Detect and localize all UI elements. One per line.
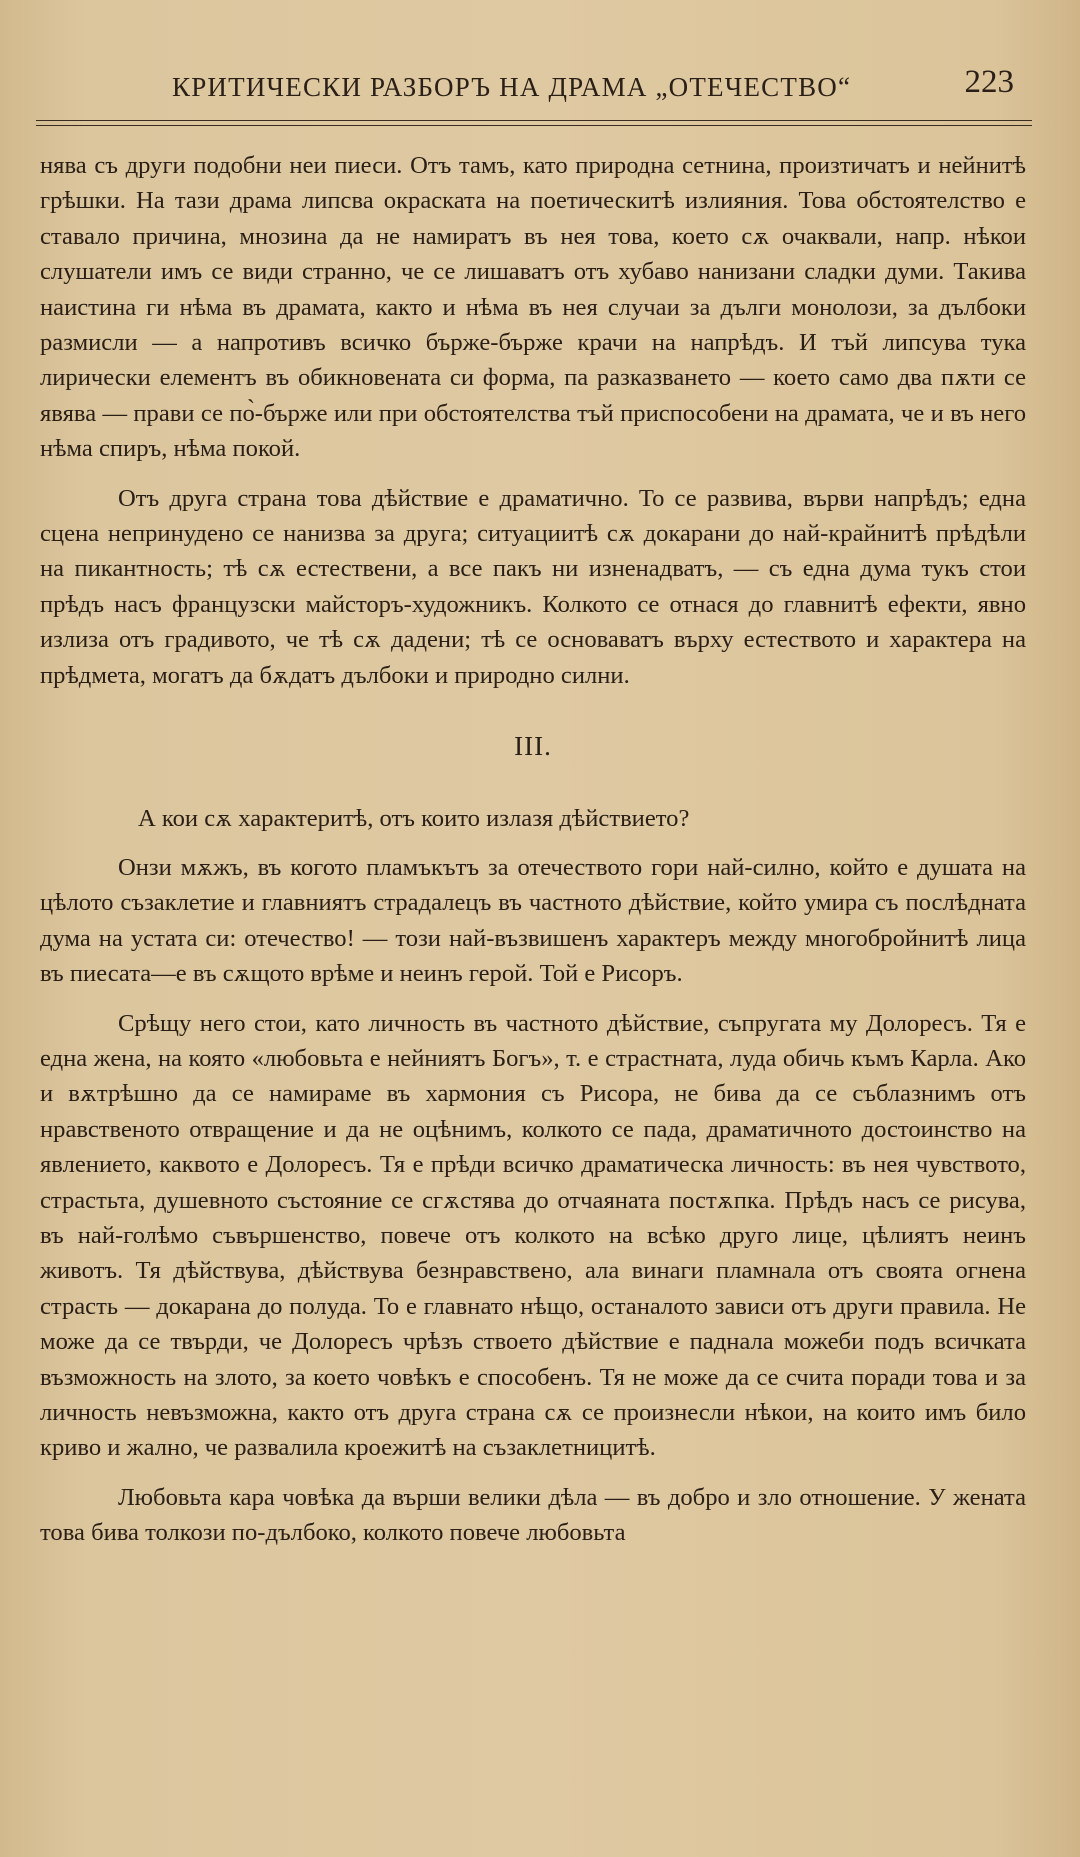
paragraph: Онзи мѫжъ, въ когото пламъкътъ за отечеството гори най-силно, който е душата на цѣлото съзаклетие и главниятъ страдалецъ въ частното дѣйствие, който умира съ послѣдната дума на устата си: отечество! — този най-възвишенъ характеръ между многобройнитѣ лица въ пиесата—е въ сѫщото врѣме и неинъ герой. Той е Рисоръ.: [40, 853, 1026, 988]
section-number: III.: [514, 731, 552, 762]
page-body: [40, 148, 1026, 1551]
paragraph: Отъ друга страна това дѣйствие е драматично. То се развива, върви напрѣдъ; една сцена непринудено се нанизва за друга; ситуациитѣ сѫ докарани до най-крайнитѣ прѣдѣли на пикантность; тѣ сѫ естествени, а все пакъ ни изненадватъ, — съ една дума тукъ стои прѣдъ насъ французски майсторъ-художникъ. Колкото се отнася до главнитѣ ефекти, явно излиза отъ градивото, че тѣ сѫ дадени; тѣ се основаватъ върху естеството и характера на прѣдмета, могатъ да бѫдатъ дълбоки и природно силни.: [40, 484, 1026, 689]
page-header: [36, 62, 1032, 114]
paragraph: Срѣщу него стои, като личность въ частното дѣйствие, съпругата му Долоресъ. Тя е една жена, на която «любовьта е нейниятъ Богъ», т. е страстната, луда обичь къмъ Карла. Ако и вѫтрѣшно да се намираме въ хармония съ Рисора, не бива да се съблазнимъ отъ нравственото отвращение и да не оцѣнимъ, колкото се пада, драматичното достоинство на явлението, каквото е Долоресъ. Тя е прѣди всичко драматическа личность: въ нея чувството, страстьта, душевното състояние се сгѫстява до отчаяната постѫпка. Прѣдъ насъ се рисува, въ най-голѣмо съвършенство, повече отъ колкото на всѣко друго лице, цѣлиятъ неинъ животъ. Тя дѣйствува, дѣйствува безнравствено, ала винаги пламнала отъ своята огнена страсть — докарана до полуда. То е главнато нѣщо, останалото зависи отъ други правила. Не може да се твърди, че Долоресъ чрѣзъ ствоето дѣйствие е паднала можеби подъ всичката възможность на злото, за което човѣкъ е способенъ. Тя не може да се счита поради това и за личность невъзможна, както отъ друга страна сѫ се произнесли нѣкои, на които имъ било криво и жално, че развалила кроежитѣ на съзаклетницитѣ.: [40, 1009, 1026, 1462]
paragraph-continued: нява съ други подобни неи пиеси. Отъ тамъ, като природна сетнина, произтичатъ и нейнитѣ грѣшки. На тази драма липсва окраската на поетическитѣ излияния. Това обстоятелство е ставало причина, мнозина да не намиратъ въ нея това, което сѫ очаквали, напр. нѣкои слушатели имъ се види странно, че се лишаватъ отъ хубаво нанизани сладки думи. Такива наистина ги нѣма въ драмата, както и нѣма въ нея случаи за дълги монолози, за дълбоки размисли — а напротивъ всичко бърже-бърже крачи на напрѣдъ. И тъй липсува тука лирически елементъ въ обикновената си форма, па разказването — което само два пѫти се явява — прави се по̀-бърже или при обстоятелства тъй приспособени на драмата, че и въ него нѣма спиръ, нѣма покой.: [40, 152, 1026, 463]
page-number: 223: [964, 64, 1014, 100]
paragraph: Любовьта кара човѣка да върши велики дѣла — въ добро и зло отношение. У жената това бива толкози по-дълбоко, колкото повече любовьта: [40, 1483, 1026, 1547]
section-question: А кои сѫ характеритѣ, отъ които излазя дѣйствието?: [138, 804, 690, 832]
running-title: КРИТИЧЕСКИ РАЗБОРЪ НА ДРАМА „ОТЕЧЕСТВО“: [172, 72, 852, 102]
header-double-rule: [36, 120, 1032, 126]
